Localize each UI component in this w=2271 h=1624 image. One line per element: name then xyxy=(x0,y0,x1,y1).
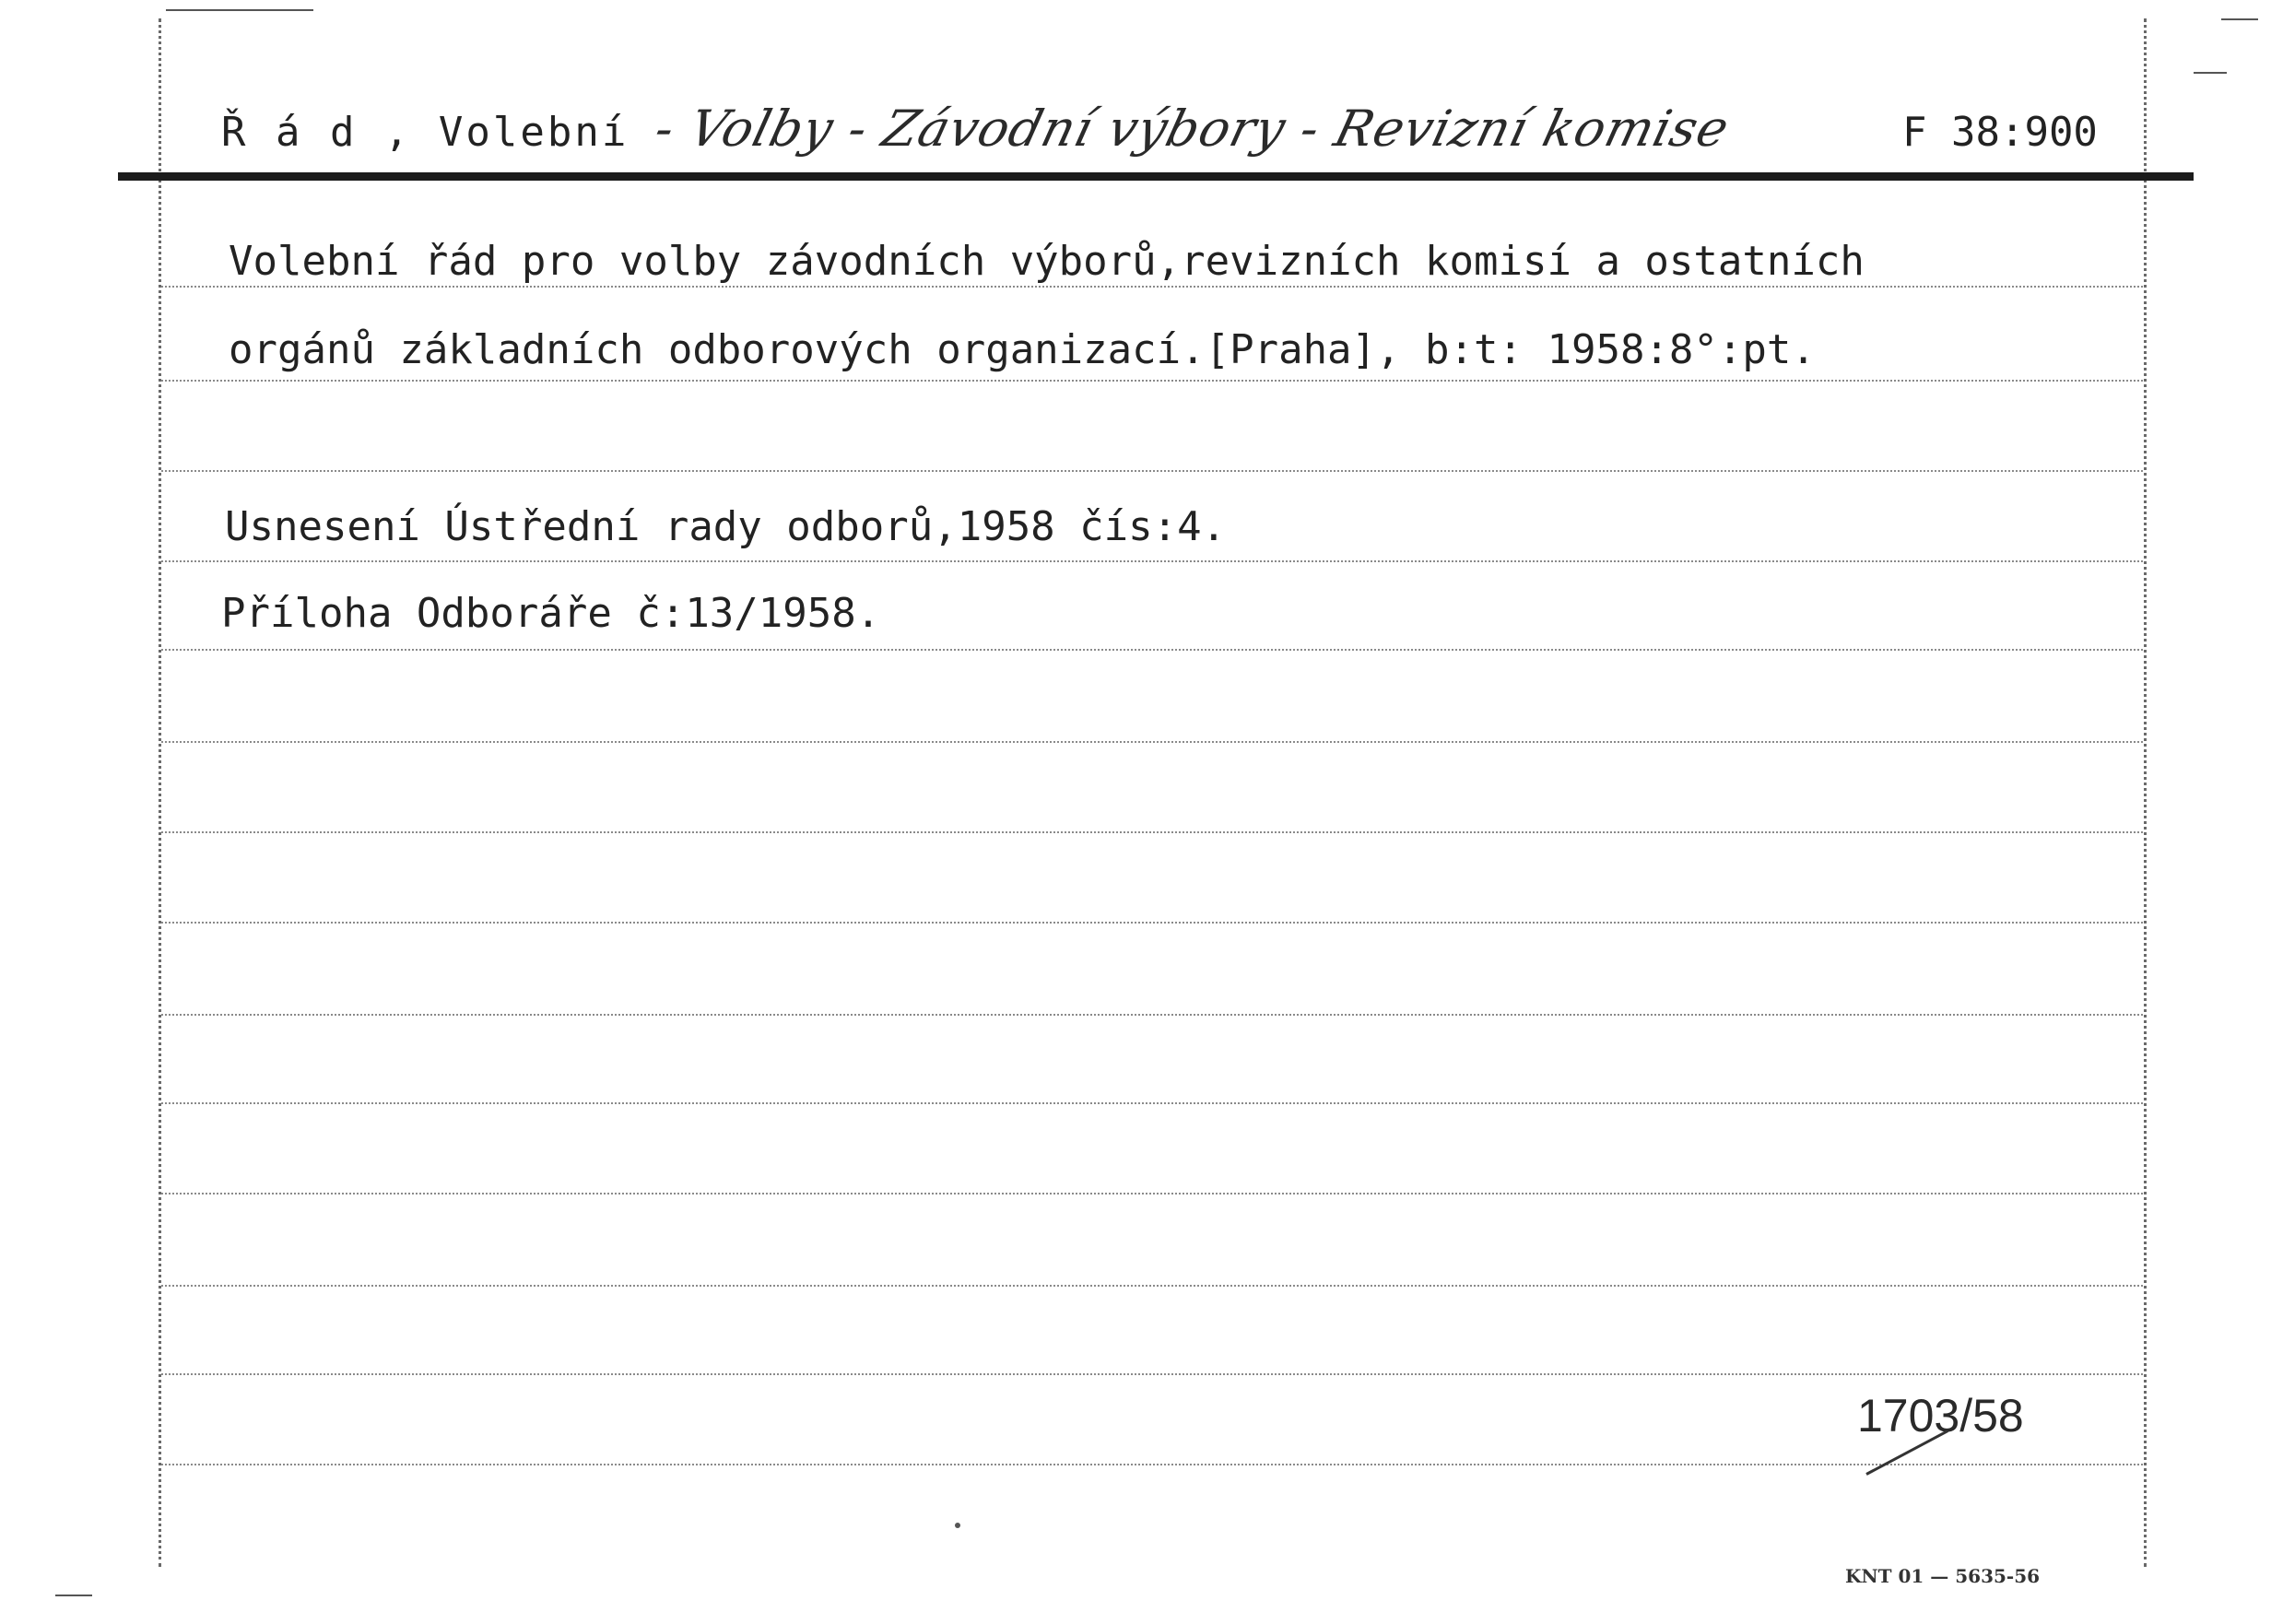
ruled-line xyxy=(161,286,2143,288)
ruled-line xyxy=(161,470,2143,472)
scan-speck xyxy=(166,9,313,11)
title-line-2: orgánů základních odborových organizací.[Praha], b:t: 1958:8°:pt. xyxy=(229,326,1816,373)
ruled-line xyxy=(161,1193,2143,1194)
shelfmark: F 38:900 xyxy=(1902,109,2098,156)
ruled-line xyxy=(161,831,2143,833)
ruled-line xyxy=(161,1014,2143,1016)
ruled-line xyxy=(161,922,2143,924)
note-supplement: Příloha Odboráře č:13/1958. xyxy=(221,590,881,637)
ruled-line xyxy=(161,1373,2143,1375)
scan-speck xyxy=(2194,72,2227,74)
main-heading: Ř á d , Volební xyxy=(221,109,630,156)
ruled-line xyxy=(161,560,2143,562)
scan-speck xyxy=(55,1595,92,1596)
title-line-1: Volební řád pro volby závodních výborů,revizních komisí a ostatních xyxy=(229,238,1865,285)
note-resolution: Usnesení Ústřední rady odborů,1958 čís:4. xyxy=(225,503,1227,550)
ruled-line xyxy=(161,1102,2143,1104)
ruled-line xyxy=(161,741,2143,743)
ruled-line xyxy=(161,1285,2143,1287)
ruled-line xyxy=(161,380,2143,382)
ruled-line xyxy=(161,1464,2143,1465)
card-right-border xyxy=(2144,18,2147,1567)
handwritten-subjects: - Volby - Závodní výbory - Revizní komise xyxy=(649,100,1736,158)
print-code: KNT 01 — 5635-56 xyxy=(1845,1565,2041,1587)
card-left-border xyxy=(159,18,161,1567)
scan-speck xyxy=(2221,18,2258,20)
call-number: 1703/58 xyxy=(1857,1390,2024,1442)
ruled-line xyxy=(161,649,2143,651)
heading-rule xyxy=(118,172,2194,181)
scan-speck xyxy=(955,1523,960,1528)
